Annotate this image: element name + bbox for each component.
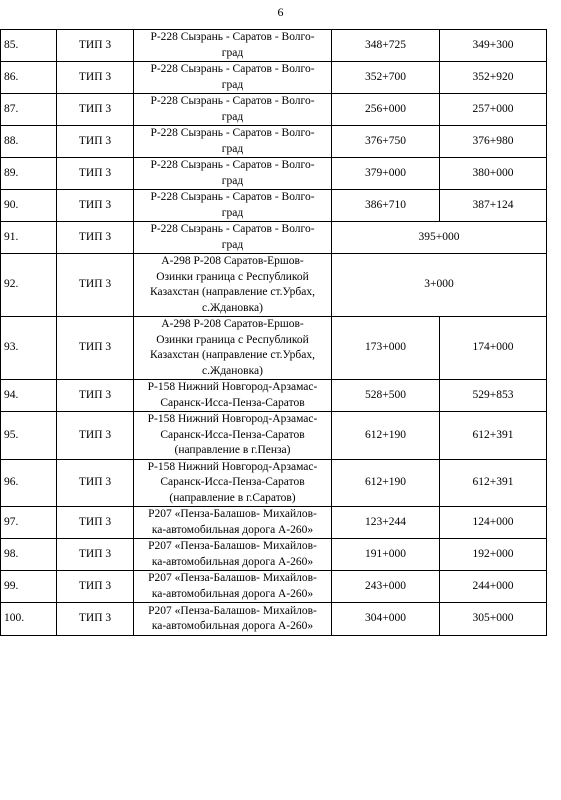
section-start-cell: 376+750 <box>332 126 440 158</box>
location-point-cell: 3+000 <box>332 254 547 317</box>
section-start-cell: 256+000 <box>332 94 440 126</box>
section-start-cell: 348+725 <box>332 30 440 62</box>
road-name-cell: А-298 Р-208 Саратов-Ершов- Озинки граница с Республикой Казахстан (направление ст.Урбах, с.Ждановка) <box>134 254 332 317</box>
row-number-cell: 99. <box>1 571 57 603</box>
sign-type-cell: ТИП 3 <box>57 30 134 62</box>
table-row <box>1 412 547 460</box>
road-name-cell: Р207 «Пенза-Балашов- Михайлов- ка-автомобильная дорога А-260» <box>134 571 332 603</box>
road-name-cell: Р207 «Пенза-Балашов- Михайлов- ка-автомобильная дорога А-260» <box>134 603 332 636</box>
sign-type-cell: ТИП 3 <box>57 94 134 126</box>
section-start-cell: 191+000 <box>332 539 440 571</box>
section-end-cell: 349+300 <box>440 30 547 62</box>
section-start-cell: 123+244 <box>332 507 440 539</box>
location-point-cell: 395+000 <box>332 222 547 254</box>
row-number-cell: 98. <box>1 539 57 571</box>
table-row <box>1 126 547 158</box>
section-end-cell: 612+391 <box>440 459 547 507</box>
sign-type-cell: ТИП 3 <box>57 254 134 317</box>
sign-type-cell: ТИП 3 <box>57 158 134 190</box>
table-row <box>1 380 547 412</box>
section-start-cell: 386+710 <box>332 190 440 222</box>
sign-type-cell: ТИП 3 <box>57 603 134 636</box>
road-name-cell: Р-228 Сызрань - Саратов - Волго- град <box>134 158 332 190</box>
section-end-cell: 305+000 <box>440 603 547 636</box>
sign-type-cell: ТИП 3 <box>57 62 134 94</box>
section-start-cell: 612+190 <box>332 412 440 460</box>
road-name-cell: Р-228 Сызрань - Саратов - Волго- град <box>134 62 332 94</box>
section-start-cell: 528+500 <box>332 380 440 412</box>
road-name-cell: Р-228 Сызрань - Саратов - Волго- град <box>134 94 332 126</box>
section-end-cell: 244+000 <box>440 571 547 603</box>
sign-type-cell: ТИП 3 <box>57 317 134 380</box>
table-row <box>1 254 547 317</box>
row-number-cell: 88. <box>1 126 57 158</box>
page-number: 6 <box>277 5 284 19</box>
table-row <box>1 30 547 62</box>
section-start-cell: 379+000 <box>332 158 440 190</box>
sign-type-cell: ТИП 3 <box>57 126 134 158</box>
table-row <box>1 158 547 190</box>
table-row <box>1 459 547 507</box>
section-end-cell: 380+000 <box>440 158 547 190</box>
table-row <box>1 190 547 222</box>
section-end-cell: 192+000 <box>440 539 547 571</box>
section-end-cell: 124+000 <box>440 507 547 539</box>
row-number-cell: 85. <box>1 30 57 62</box>
row-number-cell: 91. <box>1 222 57 254</box>
road-name-cell: Р-158 Нижний Новгород-Арзамас- Саранск-Исса-Пенза-Саратов (направление в г.Саратов) <box>134 459 332 507</box>
table-row <box>1 571 547 603</box>
road-name-cell: Р-158 Нижний Новгород-Арзамас- Саранск-Исса-Пенза-Саратов <box>134 380 332 412</box>
table-row <box>1 94 547 126</box>
row-number-cell: 86. <box>1 62 57 94</box>
row-number-cell: 97. <box>1 507 57 539</box>
road-name-cell: А-298 Р-208 Саратов-Ершов- Озинки граница с Республикой Казахстан (направление ст.Урбах, с.Ждановка) <box>134 317 332 380</box>
table-row <box>1 222 547 254</box>
section-end-cell: 387+124 <box>440 190 547 222</box>
table-row <box>1 507 547 539</box>
sign-type-cell: ТИП 3 <box>57 190 134 222</box>
sign-type-cell: ТИП 3 <box>57 412 134 460</box>
section-end-cell: 529+853 <box>440 380 547 412</box>
section-end-cell: 257+000 <box>440 94 547 126</box>
row-number-cell: 94. <box>1 380 57 412</box>
sign-type-cell: ТИП 3 <box>57 380 134 412</box>
road-name-cell: Р207 «Пенза-Балашов- Михайлов- ка-автомобильная дорога А-260» <box>134 507 332 539</box>
section-end-cell: 376+980 <box>440 126 547 158</box>
row-number-cell: 92. <box>1 254 57 317</box>
section-start-cell: 243+000 <box>332 571 440 603</box>
row-number-cell: 96. <box>1 459 57 507</box>
sign-type-cell: ТИП 3 <box>57 222 134 254</box>
road-name-cell: Р-228 Сызрань - Саратов - Волго- град <box>134 126 332 158</box>
section-start-cell: 352+700 <box>332 62 440 94</box>
road-name-cell: Р-228 Сызрань - Саратов - Волго- град <box>134 30 332 62</box>
row-number-cell: 87. <box>1 94 57 126</box>
road-name-cell: Р207 «Пенза-Балашов- Михайлов- ка-автомобильная дорога А-260» <box>134 539 332 571</box>
table-row <box>1 317 547 380</box>
road-name-cell: Р-158 Нижний Новгород-Арзамас- Саранск-Исса-Пенза-Саратов (направление в г.Пенза) <box>134 412 332 460</box>
table-row <box>1 539 547 571</box>
sign-type-cell: ТИП 3 <box>57 459 134 507</box>
table-row <box>1 603 547 636</box>
road-sections-table <box>0 29 547 636</box>
sign-type-cell: ТИП 3 <box>57 539 134 571</box>
sign-type-cell: ТИП 3 <box>57 507 134 539</box>
road-name-cell: Р-228 Сызрань - Саратов - Волго- град <box>134 190 332 222</box>
sign-type-cell: ТИП 3 <box>57 571 134 603</box>
section-end-cell: 174+000 <box>440 317 547 380</box>
table-body <box>1 30 547 636</box>
row-number-cell: 100. <box>1 603 57 636</box>
table-row <box>1 62 547 94</box>
section-start-cell: 173+000 <box>332 317 440 380</box>
row-number-cell: 95. <box>1 412 57 460</box>
row-number-cell: 93. <box>1 317 57 380</box>
section-start-cell: 612+190 <box>332 459 440 507</box>
section-end-cell: 612+391 <box>440 412 547 460</box>
row-number-cell: 89. <box>1 158 57 190</box>
section-start-cell: 304+000 <box>332 603 440 636</box>
row-number-cell: 90. <box>1 190 57 222</box>
section-end-cell: 352+920 <box>440 62 547 94</box>
road-name-cell: Р-228 Сызрань - Саратов - Волго- град <box>134 222 332 254</box>
